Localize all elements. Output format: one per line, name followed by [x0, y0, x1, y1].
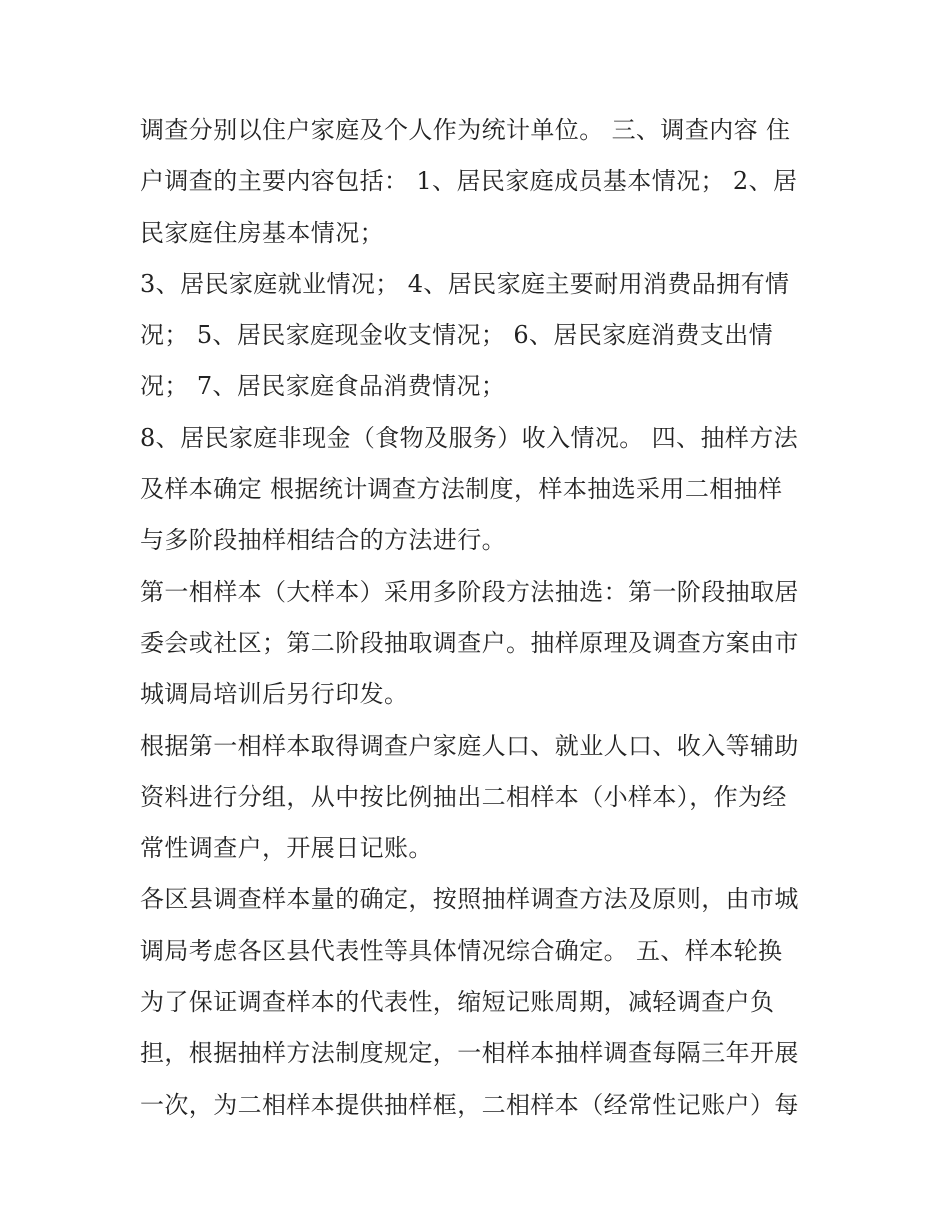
- text-line: 调查分别以住户家庭及个人作为统计单位。 三、调查内容 住: [140, 116, 791, 144]
- text-line: 3、居民家庭就业情况； 4、居民家庭主要耐用消费品拥有情: [140, 269, 790, 298]
- text-line: 与多阶段抽样相结合的方法进行。: [140, 526, 506, 555]
- text-line: 及样本确定 根据统计调查方法制度，样本抽选采用二相抽样: [140, 475, 783, 504]
- text-line: 8、居民家庭非现金（食物及服务）收入情况。 四、抽样方法: [140, 423, 799, 452]
- text-line: 户调查的主要内容包括： 1、居民家庭成员基本情况； 2、居: [140, 167, 798, 196]
- text-line: 担，根据抽样方法制度规定，一相样本抽样调查每隔三年开展: [140, 1039, 799, 1068]
- text-line: 民家庭住房基本情况；: [140, 218, 384, 247]
- text-line: 况； 7、居民家庭食品消费情况；: [140, 372, 506, 401]
- text-line: 委会或社区；第二阶段抽取调查户。抽样原理及调查方案由市: [140, 628, 799, 657]
- text-line: 城调局培训后另行印发。: [140, 680, 409, 709]
- text-line: 常性调查户，开展日记账。: [140, 834, 433, 863]
- text-line: 为了保证调查样本的代表性，缩短记账周期，减轻调查户负: [140, 988, 775, 1017]
- text-line: 调局考虑各区县代表性等具体情况综合确定。 五、样本轮换: [140, 936, 783, 965]
- text-line: 况； 5、居民家庭现金收支情况； 6、居民家庭消费支出情: [140, 321, 773, 350]
- text-line: 各区县调查样本量的确定，按照抽样调查方法及原则，由市城: [140, 885, 799, 914]
- text-line: 根据第一相样本取得调查户家庭人口、就业人口、收入等辅助: [140, 731, 799, 760]
- text-line: 资料进行分组，从中按比例抽出二相样本（小样本），作为经: [140, 782, 787, 811]
- document-body: [140, 105, 820, 1131]
- text-line: 一次，为二相样本提供抽样框，二相样本（经常性记账户）每: [140, 1090, 799, 1119]
- text-line: 第一相样本（大样本）采用多阶段方法抽选：第一阶段抽取居: [140, 577, 799, 606]
